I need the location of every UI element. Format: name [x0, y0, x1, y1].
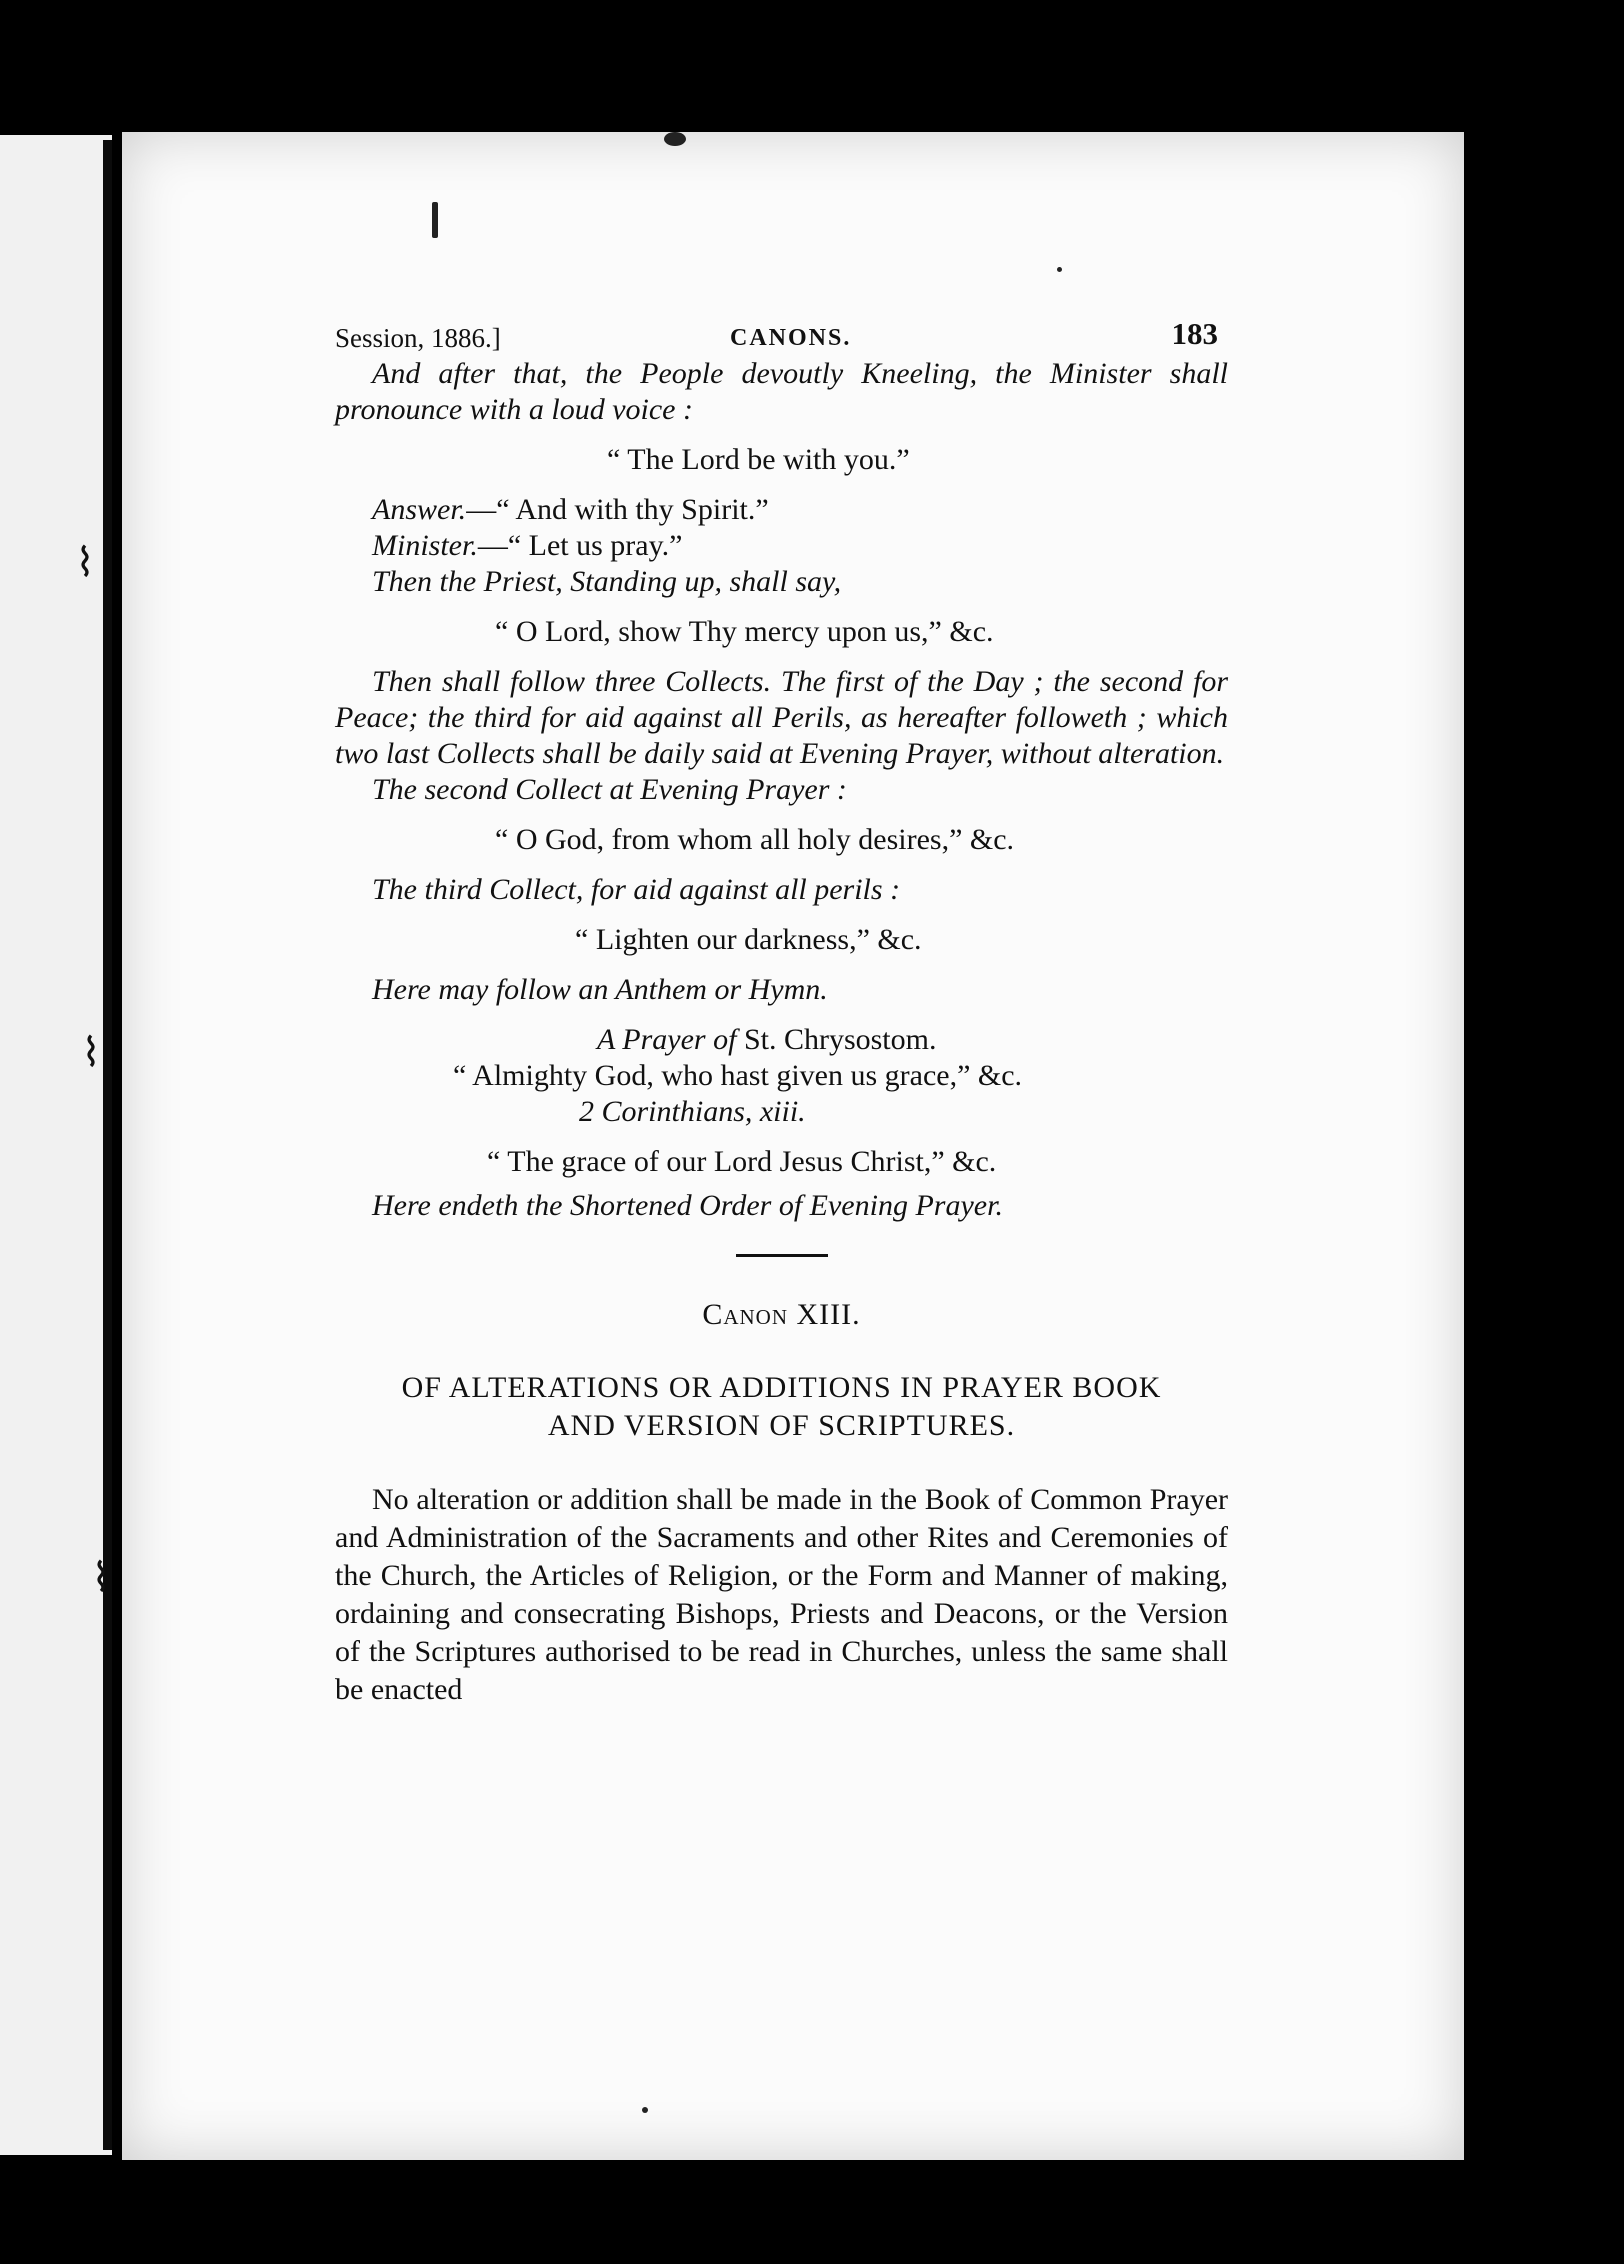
response-minister: [335, 528, 1228, 564]
rubric-second-collect: The second Collect at Evening Prayer :: [372, 773, 847, 806]
answer-text: —“ And with thy Spirit.”: [466, 493, 769, 526]
scripture-reference: 2 Corinthians, xiii.: [579, 1095, 806, 1128]
binding-gutter: [103, 140, 112, 2150]
minister-label: Minister.: [372, 529, 478, 562]
ink-speck: [432, 202, 438, 238]
response-answer: [335, 492, 1228, 528]
page-content: [335, 312, 1228, 1709]
ink-speck: [642, 2107, 648, 2113]
prayer-heading-roman: St. Chrysostom.: [743, 1023, 937, 1056]
rubric-priest-standing: Then the Priest, Standing up, shall say,: [372, 565, 842, 598]
binding-thread-mark: ⌇: [91, 1555, 111, 1600]
facing-page-edge: [0, 135, 112, 2155]
rubric-third-collect: The third Collect, for aid against all perils :: [372, 873, 901, 906]
page-number: 183: [1171, 316, 1218, 351]
rubric-minister-pronounce: And after that, the People devoutly Kneeling, the Minister shall pronounce with a loud voice :: [335, 357, 1228, 426]
minister-text: —“ Let us pray.”: [477, 529, 683, 562]
answer-label: Answer.: [372, 493, 467, 526]
section-divider: [736, 1254, 828, 1257]
versicle-holy-desires: “ O God, from whom all holy desires,” &c.: [495, 823, 1015, 856]
rubric-three-collects: Then shall follow three Collects. The first of the Day ; the second for Peace; the third for aid against all Perils, as hereafter followeth ; which two last Collects shall be daily said at Evening Prayer, without alteration.: [335, 665, 1228, 770]
versicle-almighty-god: “ Almighty God, who hast given us grace,” &c.: [453, 1059, 1023, 1092]
section-heading-line-2: AND VERSION OF SCRIPTURES.: [547, 1409, 1016, 1442]
canon-word: Canon: [702, 1298, 789, 1331]
canon-number: XIII.: [796, 1298, 861, 1331]
binding-thread-mark: ⌇: [81, 1030, 101, 1075]
versicle-show-thy-mercy: “ O Lord, show Thy mercy upon us,” &c.: [495, 615, 994, 648]
canon-title: [335, 1297, 1228, 1333]
binding-thread-mark: ⌇: [75, 540, 95, 585]
canon-body-paragraph: No alteration or addition shall be made in the Book of Common Prayer and Administration of the Sacraments and other Rites and Ceremonies of the Church, the Articles of Religion, or the Form and Manner of making, ordaining and consecrating Bishops, Priests and Deacons, or the Version of the Scriptures authorised to be read in Churches, unless the same shall be enacted: [335, 1483, 1228, 1706]
ink-speck: [664, 132, 686, 146]
rubric-here-endeth: Here endeth the Shortened Order of Evening Prayer.: [372, 1189, 1003, 1222]
ink-speck: [1057, 267, 1062, 272]
prayer-heading-italic: A Prayer of: [597, 1023, 737, 1056]
section-heading: [335, 1369, 1228, 1445]
prayer-heading: [335, 1022, 1228, 1058]
session-label: Session, 1886.]: [335, 323, 501, 353]
versicle-lord-be-with-you: “ The Lord be with you.”: [607, 443, 910, 476]
section-heading-line-1: OF ALTERATIONS OR ADDITIONS IN PRAYER BOOK: [401, 1371, 1162, 1404]
versicle-lighten-our-darkness: “ Lighten our darkness,” &c.: [575, 923, 922, 956]
rubric-anthem-or-hymn: Here may follow an Anthem or Hymn.: [372, 973, 828, 1006]
versicle-grace-of-our-lord: “ The grace of our Lord Jesus Christ,” &c.: [487, 1145, 997, 1178]
running-title: CANONS.: [730, 325, 852, 351]
running-header: [335, 312, 1228, 356]
